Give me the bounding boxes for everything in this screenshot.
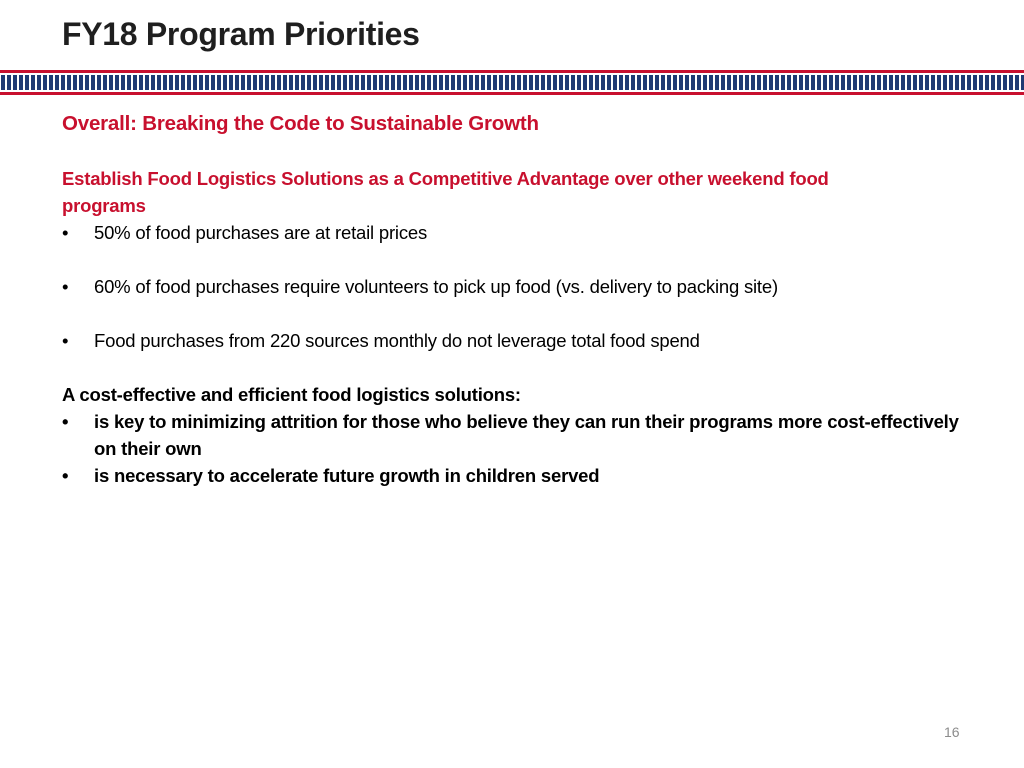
- stripe-bar: [31, 75, 35, 90]
- stripe-bar: [889, 75, 893, 90]
- stripe-bar: [373, 75, 377, 90]
- stripe-bar: [37, 75, 41, 90]
- stripe-bar: [619, 75, 623, 90]
- bullet-text: is necessary to accelerate future growth in children served: [94, 465, 600, 486]
- stripe-bar: [133, 75, 137, 90]
- stripe-bar: [913, 75, 917, 90]
- stripe-bar: [787, 75, 791, 90]
- stripe-bar: [505, 75, 509, 90]
- stripe-bar: [97, 75, 101, 90]
- stripe-bar: [307, 75, 311, 90]
- stripe-bar: [679, 75, 683, 90]
- stripe-bar: [163, 75, 167, 90]
- stripe-bar: [283, 75, 287, 90]
- stripe-bar: [427, 75, 431, 90]
- stripe-bar: [181, 75, 185, 90]
- stripe-bar: [91, 75, 95, 90]
- stripe-bar: [865, 75, 869, 90]
- stripe-bar: [85, 75, 89, 90]
- stripe-bar: [715, 75, 719, 90]
- stripe-bar: [691, 75, 695, 90]
- stripe-bar: [973, 75, 977, 90]
- stripe-bar: [325, 75, 329, 90]
- stripe-bar: [157, 75, 161, 90]
- stripe-bar: [19, 75, 23, 90]
- bullet-dot: •: [62, 465, 69, 486]
- stripe-graphic: [0, 70, 1024, 95]
- section1-bullet-3: [62, 327, 962, 354]
- stripe-bar: [457, 75, 461, 90]
- stripe-bar: [667, 75, 671, 90]
- stripe-bar: [763, 75, 767, 90]
- stripe-bar: [853, 75, 857, 90]
- stripe-bar: [541, 75, 545, 90]
- stripe-bar: [355, 75, 359, 90]
- stripe-bar: [907, 75, 911, 90]
- stripe-bar: [451, 75, 455, 90]
- stripe-bar: [565, 75, 569, 90]
- section2-heading: A cost-effective and efficient food logistics solutions:: [62, 384, 521, 405]
- stripe-bar: [601, 75, 605, 90]
- stripe-bar: [61, 75, 65, 90]
- stripe-bar: [43, 75, 47, 90]
- stripe-bar: [331, 75, 335, 90]
- stripe-top-red-line: [0, 70, 1024, 73]
- overall-heading: Overall: Breaking the Code to Sustainable Growth: [62, 112, 539, 135]
- stripe-bar: [673, 75, 677, 90]
- stripe-bar: [349, 75, 353, 90]
- stripe-bar: [655, 75, 659, 90]
- stripe-bar: [205, 75, 209, 90]
- stripe-bar: [805, 75, 809, 90]
- page-number: 16: [944, 724, 960, 740]
- bullet-dot: •: [62, 222, 69, 243]
- stripe-bar: [463, 75, 467, 90]
- stripe-bar: [337, 75, 341, 90]
- stripe-bar: [961, 75, 965, 90]
- stripe-bar: [925, 75, 929, 90]
- stripe-bar: [523, 75, 527, 90]
- section2-bullet-2: [62, 462, 962, 489]
- stripe-bar: [1009, 75, 1013, 90]
- stripe-bottom-red-line: [0, 92, 1024, 95]
- stripe-bar: [391, 75, 395, 90]
- stripe-bar: [775, 75, 779, 90]
- stripe-bar: [7, 75, 11, 90]
- stripe-bar: [169, 75, 173, 90]
- stripe-bar: [841, 75, 845, 90]
- stripe-bar: [823, 75, 827, 90]
- stripe-bar: [955, 75, 959, 90]
- stripe-bar: [595, 75, 599, 90]
- stripe-bar: [379, 75, 383, 90]
- stripe-bar: [727, 75, 731, 90]
- bullet-text: 50% of food purchases are at retail prices: [94, 222, 428, 243]
- stripe-bar: [271, 75, 275, 90]
- stripe-bar: [127, 75, 131, 90]
- stripe-bar: [247, 75, 251, 90]
- stripe-bar: [55, 75, 59, 90]
- stripe-bar: [367, 75, 371, 90]
- section1-heading: Establish Food Logistics Solutions as a Competitive Advantage over other weekend food programs: [62, 168, 829, 216]
- stripe-bar: [475, 75, 479, 90]
- stripe-bar: [769, 75, 773, 90]
- stripe-bar: [109, 75, 113, 90]
- stripe-bar: [151, 75, 155, 90]
- stripe-bar: [1015, 75, 1019, 90]
- stripe-bar: [499, 75, 503, 90]
- stripe-bar: [403, 75, 407, 90]
- stripe-bar: [997, 75, 1001, 90]
- stripe-bar: [817, 75, 821, 90]
- stripe-bar: [439, 75, 443, 90]
- stripe-bar: [985, 75, 989, 90]
- stripe-bar: [631, 75, 635, 90]
- stripe-bar: [847, 75, 851, 90]
- section1-bullet-2: [62, 273, 962, 300]
- stripe-bar: [421, 75, 425, 90]
- stripe-bar: [79, 75, 83, 90]
- stripe-bar: [121, 75, 125, 90]
- stripe-bar: [949, 75, 953, 90]
- stripe-bar: [433, 75, 437, 90]
- stripe-bar: [625, 75, 629, 90]
- stripe-bar: [511, 75, 515, 90]
- bullet-text: 60% of food purchases require volunteers to pick up food (vs. delivery to packing site): [94, 276, 778, 297]
- section2-bullet-1: [62, 408, 962, 462]
- stripe-bar: [139, 75, 143, 90]
- stripe-bar: [733, 75, 737, 90]
- stripe-bar: [25, 75, 29, 90]
- stripe-bar: [115, 75, 119, 90]
- stripe-bar: [175, 75, 179, 90]
- stripe-bar: [745, 75, 749, 90]
- bullet-text: Food purchases from 220 sources monthly do not leverage total food spend: [94, 330, 700, 351]
- stripe-bar: [469, 75, 473, 90]
- stripe-bar: [871, 75, 875, 90]
- stripe-bar: [187, 75, 191, 90]
- stripe-bar: [313, 75, 317, 90]
- stripe-bar: [259, 75, 263, 90]
- slide-title: FY18 Program Priorities: [62, 16, 420, 52]
- stripe-bar: [979, 75, 983, 90]
- stripe-bar: [103, 75, 107, 90]
- stripe-bar: [577, 75, 581, 90]
- stripe-bar: [397, 75, 401, 90]
- stripe-bar: [613, 75, 617, 90]
- stripe-bar: [319, 75, 323, 90]
- stripe-bar: [547, 75, 551, 90]
- stripe-bar: [415, 75, 419, 90]
- stripe-bar: [217, 75, 221, 90]
- stripe-bar: [493, 75, 497, 90]
- stripe-bar: [661, 75, 665, 90]
- stripe-bar: [289, 75, 293, 90]
- stripe-bar: [235, 75, 239, 90]
- stripe-bar: [211, 75, 215, 90]
- stripe-bar: [919, 75, 923, 90]
- decorative-stripe-band: [0, 70, 1024, 95]
- stripe-bar: [301, 75, 305, 90]
- stripe-bar: [931, 75, 935, 90]
- stripe-bar: [883, 75, 887, 90]
- stripe-bar: [895, 75, 899, 90]
- stripe-bar: [799, 75, 803, 90]
- stripe-bar: [811, 75, 815, 90]
- section1-bullet-1: [62, 219, 962, 246]
- stripe-bar: [559, 75, 563, 90]
- stripe-bar: [583, 75, 587, 90]
- bullet-dot: •: [62, 276, 69, 297]
- stripe-bar: [49, 75, 53, 90]
- stripe-bar: [145, 75, 149, 90]
- stripe-bar: [781, 75, 785, 90]
- stripe-bar: [193, 75, 197, 90]
- stripe-bar: [901, 75, 905, 90]
- stripe-bar: [277, 75, 281, 90]
- stripe-bar: [703, 75, 707, 90]
- stripe-bar: [265, 75, 269, 90]
- stripe-bar: [445, 75, 449, 90]
- stripe-bar: [835, 75, 839, 90]
- stripe-bar: [73, 75, 77, 90]
- stripe-bar: [1003, 75, 1007, 90]
- stripe-bar: [757, 75, 761, 90]
- stripe-bar: [253, 75, 257, 90]
- stripe-bar: [553, 75, 557, 90]
- stripe-bar: [643, 75, 647, 90]
- stripe-bar: [385, 75, 389, 90]
- stripe-bar: [529, 75, 533, 90]
- stripe-bar: [967, 75, 971, 90]
- stripe-bar: [535, 75, 539, 90]
- stripe-bar: [481, 75, 485, 90]
- slide-content: [62, 109, 962, 489]
- stripe-bar: [229, 75, 233, 90]
- stripe-bar: [685, 75, 689, 90]
- stripe-blue-bars: [1, 75, 1024, 90]
- stripe-bar: [877, 75, 881, 90]
- stripe-bar: [343, 75, 347, 90]
- stripe-bar: [793, 75, 797, 90]
- stripe-bar: [829, 75, 833, 90]
- stripe-bar: [991, 75, 995, 90]
- stripe-bar: [859, 75, 863, 90]
- stripe-bar: [241, 75, 245, 90]
- bullet-text: is key to minimizing attrition for those who believe they can run their programs more cost-effectively on their own: [94, 411, 959, 459]
- stripe-bar: [67, 75, 71, 90]
- bullet-dot: •: [62, 330, 69, 351]
- stripe-bar: [637, 75, 641, 90]
- stripe-bar: [709, 75, 713, 90]
- stripe-bar: [361, 75, 365, 90]
- stripe-bar: [295, 75, 299, 90]
- stripe-bar: [199, 75, 203, 90]
- stripe-bar: [571, 75, 575, 90]
- stripe-bar: [937, 75, 941, 90]
- stripe-bar: [1, 75, 5, 90]
- stripe-bar: [13, 75, 17, 90]
- stripe-bar: [589, 75, 593, 90]
- stripe-bar: [487, 75, 491, 90]
- stripe-bar: [943, 75, 947, 90]
- stripe-bar: [223, 75, 227, 90]
- stripe-bar: [517, 75, 521, 90]
- stripe-bar: [409, 75, 413, 90]
- stripe-bar: [649, 75, 653, 90]
- stripe-bar: [607, 75, 611, 90]
- bullet-dot: •: [62, 411, 69, 432]
- stripe-bar: [697, 75, 701, 90]
- stripe-bar: [739, 75, 743, 90]
- stripe-bar: [721, 75, 725, 90]
- stripe-bar: [751, 75, 755, 90]
